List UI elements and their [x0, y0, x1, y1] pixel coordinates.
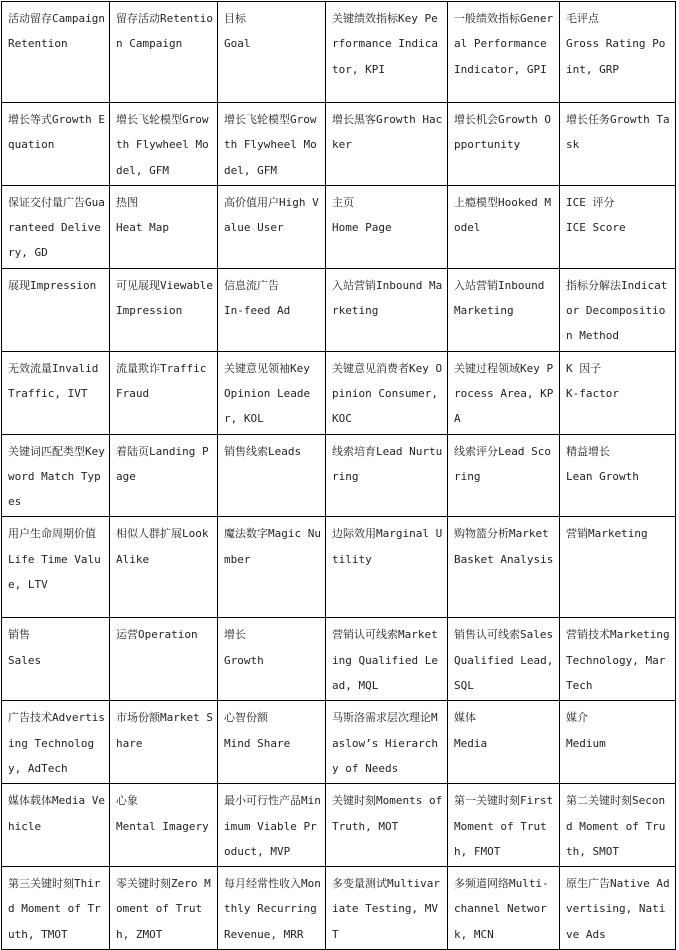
term-cell: 关键意见领袖Key Opinion Leader, KOL — [218, 351, 326, 434]
term-cell: 相似人群扩展Look Alike — [110, 517, 218, 618]
term-cell: 增长 Growth — [218, 618, 326, 701]
term-cell: 销售 Sales — [2, 618, 110, 701]
term-cell: 增长飞轮模型Growth Flywheel Model, GFM — [218, 103, 326, 186]
table-row — [2, 867, 676, 950]
term-cell: 线索评分Lead Scoring — [448, 434, 560, 517]
term-cell: 增长黑客Growth Hacker — [326, 103, 448, 186]
term-cell: 可见展现Viewable Impression — [110, 268, 218, 351]
term-cell: 营销认可线索Marketing Qualified Lead, MQL — [326, 618, 448, 701]
term-cell: 关键词匹配类型Keyword Match Types — [2, 434, 110, 517]
term-cell: 精益增长 Lean Growth — [560, 434, 676, 517]
term-cell: 着陆页Landing Page — [110, 434, 218, 517]
term-cell: 用户生命周期价值 Life Time Value, LTV — [2, 517, 110, 618]
term-cell: 增长飞轮模型Growth Flywheel Model, GFM — [110, 103, 218, 186]
term-cell: 零关键时刻Zero Moment of Truth, ZMOT — [110, 867, 218, 950]
term-cell: 第一关键时刻First Moment of Truth, FMOT — [448, 784, 560, 867]
term-cell: 销售线索Leads — [218, 434, 326, 517]
term-cell: 媒体载体Media Vehicle — [2, 784, 110, 867]
term-cell: 增长等式Growth Equation — [2, 103, 110, 186]
term-cell: 关键时刻Moments of Truth, MOT — [326, 784, 448, 867]
term-cell: 毛评点 Gross Rating Point, GRP — [560, 2, 676, 103]
term-cell: 市场份额Market Share — [110, 701, 218, 784]
term-cell: 第二关键时刻Second Moment of Truth, SMOT — [560, 784, 676, 867]
table-row — [2, 2, 676, 103]
term-cell: 流量欺诈Traffic Fraud — [110, 351, 218, 434]
glossary-table — [1, 1, 676, 950]
term-cell: 心智份额 Mind Share — [218, 701, 326, 784]
table-row — [2, 784, 676, 867]
term-cell: 入站营销Inbound Marketing — [448, 268, 560, 351]
term-cell: 运营Operation — [110, 618, 218, 701]
term-cell: 关键绩效指标Key Performance Indicator, KPI — [326, 2, 448, 103]
table-row — [2, 618, 676, 701]
term-cell: 无效流量Invalid Traffic, IVT — [2, 351, 110, 434]
table-row — [2, 517, 676, 618]
term-cell: 热图 Heat Map — [110, 185, 218, 268]
term-cell: 营销技术Marketing Technology, MarTech — [560, 618, 676, 701]
term-cell: 增长任务Growth Task — [560, 103, 676, 186]
term-cell: 媒介 Medium — [560, 701, 676, 784]
term-cell: 高价值用户High Value User — [218, 185, 326, 268]
term-cell: 购物篮分析Market Basket Analysis — [448, 517, 560, 618]
term-cell: 关键过程领域Key Process Area, KPA — [448, 351, 560, 434]
term-cell: 指标分解法Indicator Decomposition Method — [560, 268, 676, 351]
term-cell: 每月经常性收入Monthly Recurring Revenue, MRR — [218, 867, 326, 950]
term-cell: 心象 Mental Imagery — [110, 784, 218, 867]
term-cell: 一般绩效指标General Performance Indicator, GPI — [448, 2, 560, 103]
table-row — [2, 351, 676, 434]
term-cell: 原生广告Native Advertising, Native Ads — [560, 867, 676, 950]
term-cell: 广告技术Advertising Technology, AdTech — [2, 701, 110, 784]
term-cell: 销售认可线索Sales Qualified Lead, SQL — [448, 618, 560, 701]
term-cell: ICE 评分 ICE Score — [560, 185, 676, 268]
term-cell: 留存活动Retention Campaign — [110, 2, 218, 103]
term-cell: 信息流广告 In-feed Ad — [218, 268, 326, 351]
term-cell: 关键意见消费者Key Opinion Consumer, KOC — [326, 351, 448, 434]
term-cell: 营销Marketing — [560, 517, 676, 618]
term-cell: 展现Impression — [2, 268, 110, 351]
term-cell: 保证交付量广告Guaranteed Delivery, GD — [2, 185, 110, 268]
table-row — [2, 185, 676, 268]
term-cell: 第三关键时刻Third Moment of Truth, TMOT — [2, 867, 110, 950]
table-row — [2, 268, 676, 351]
term-cell: 多频道网络Multi-channel Network, MCN — [448, 867, 560, 950]
table-row — [2, 701, 676, 784]
glossary-table-body — [2, 2, 676, 950]
term-cell: 上瘾模型Hooked Model — [448, 185, 560, 268]
term-cell: 目标 Goal — [218, 2, 326, 103]
term-cell: 多变量测试Multivariate Testing, MVT — [326, 867, 448, 950]
term-cell: 入站营销Inbound Marketing — [326, 268, 448, 351]
term-cell: 马斯洛需求层次理论Maslow’s Hierarchy of Needs — [326, 701, 448, 784]
term-cell: 增长机会Growth Opportunity — [448, 103, 560, 186]
term-cell: K 因子 K-factor — [560, 351, 676, 434]
term-cell: 媒体 Media — [448, 701, 560, 784]
table-row — [2, 103, 676, 186]
term-cell: 线索培育Lead Nurturing — [326, 434, 448, 517]
term-cell: 最小可行性产品Minimum Viable Product, MVP — [218, 784, 326, 867]
table-row — [2, 434, 676, 517]
term-cell: 活动留存Campaign Retention — [2, 2, 110, 103]
term-cell: 边际效用Marginal Utility — [326, 517, 448, 618]
term-cell: 主页 Home Page — [326, 185, 448, 268]
term-cell: 魔法数字Magic Number — [218, 517, 326, 618]
